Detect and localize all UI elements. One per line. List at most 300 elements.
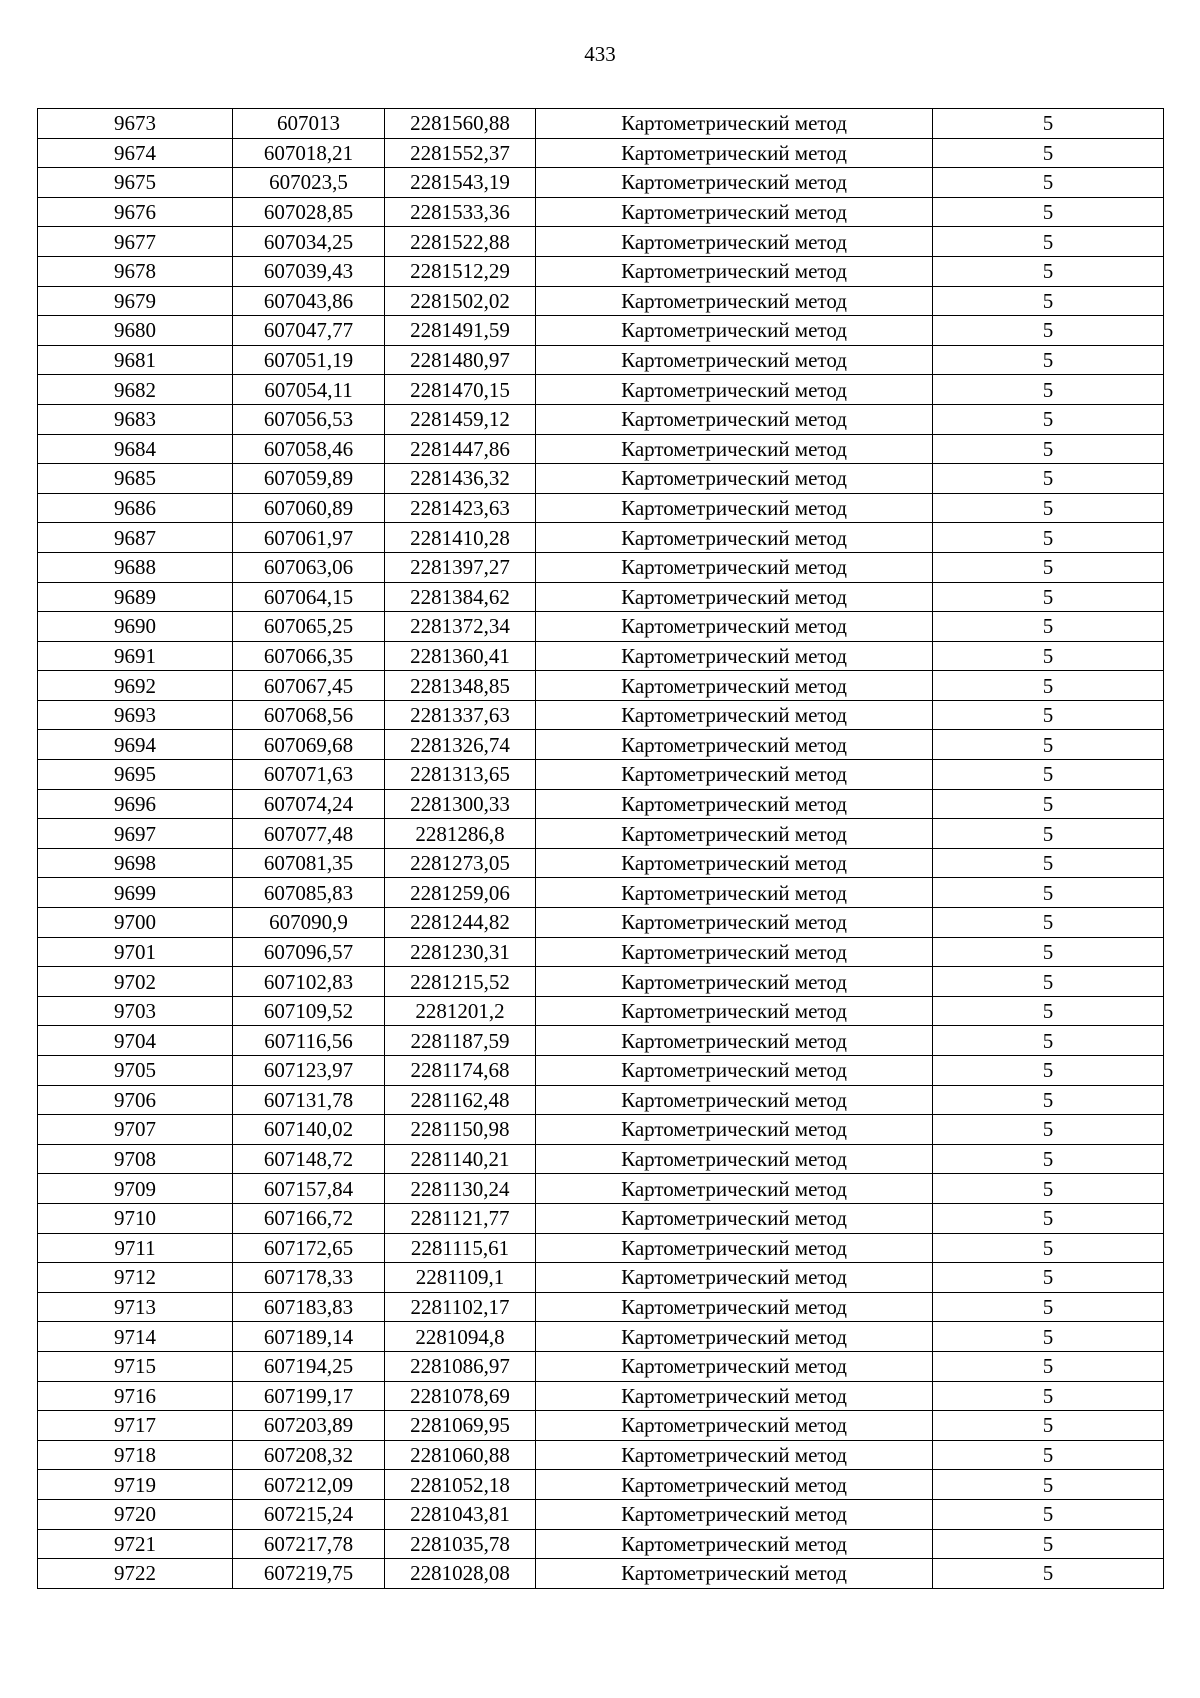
table-row <box>38 1559 1164 1589</box>
x-coordinate-cell: 607203,89 <box>233 1411 385 1441</box>
page-number: 433 <box>584 42 616 66</box>
y-coordinate-cell: 2281522,88 <box>385 227 536 257</box>
point-number-cell: 9722 <box>38 1559 233 1589</box>
accuracy-cell: 5 <box>933 671 1164 701</box>
point-number-cell: 9707 <box>38 1115 233 1145</box>
table-row <box>38 523 1164 553</box>
method-cell: Картометрический метод <box>536 345 933 375</box>
point-number-cell: 9697 <box>38 819 233 849</box>
method-cell: Картометрический метод <box>536 1559 933 1589</box>
y-coordinate-cell: 2281086,97 <box>385 1351 536 1381</box>
method-cell: Картометрический метод <box>536 1263 933 1293</box>
point-number-cell: 9703 <box>38 996 233 1026</box>
y-coordinate-cell: 2281060,88 <box>385 1440 536 1470</box>
method-cell: Картометрический метод <box>536 1056 933 1086</box>
x-coordinate-cell: 607051,19 <box>233 345 385 375</box>
table-row <box>38 848 1164 878</box>
x-coordinate-cell: 607217,78 <box>233 1529 385 1559</box>
x-coordinate-cell: 607060,89 <box>233 493 385 523</box>
x-coordinate-cell: 607034,25 <box>233 227 385 257</box>
accuracy-cell: 5 <box>933 109 1164 139</box>
table-row <box>38 641 1164 671</box>
y-coordinate-cell: 2281533,36 <box>385 197 536 227</box>
y-coordinate-cell: 2281140,21 <box>385 1144 536 1174</box>
y-coordinate-cell: 2281069,95 <box>385 1411 536 1441</box>
method-cell: Картометрический метод <box>536 1499 933 1529</box>
point-number-cell: 9698 <box>38 848 233 878</box>
method-cell: Картометрический метод <box>536 168 933 198</box>
x-coordinate-cell: 607081,35 <box>233 848 385 878</box>
accuracy-cell: 5 <box>933 1529 1164 1559</box>
method-cell: Картометрический метод <box>536 612 933 642</box>
table-row <box>38 967 1164 997</box>
method-cell: Картометрический метод <box>536 730 933 760</box>
method-cell: Картометрический метод <box>536 967 933 997</box>
method-cell: Картометрический метод <box>536 760 933 790</box>
accuracy-cell: 5 <box>933 1351 1164 1381</box>
y-coordinate-cell: 2281035,78 <box>385 1529 536 1559</box>
accuracy-cell: 5 <box>933 227 1164 257</box>
y-coordinate-cell: 2281502,02 <box>385 286 536 316</box>
method-cell: Картометрический метод <box>536 523 933 553</box>
table-row <box>38 464 1164 494</box>
x-coordinate-cell: 607063,06 <box>233 552 385 582</box>
table-row <box>38 404 1164 434</box>
y-coordinate-cell: 2281286,8 <box>385 819 536 849</box>
table-row <box>38 1144 1164 1174</box>
y-coordinate-cell: 2281259,06 <box>385 878 536 908</box>
accuracy-cell: 5 <box>933 552 1164 582</box>
method-cell: Картометрический метод <box>536 1470 933 1500</box>
accuracy-cell: 5 <box>933 819 1164 849</box>
table-row <box>38 1056 1164 1086</box>
point-number-cell: 9706 <box>38 1085 233 1115</box>
accuracy-cell: 5 <box>933 582 1164 612</box>
point-number-cell: 9676 <box>38 197 233 227</box>
method-cell: Картометрический метод <box>536 700 933 730</box>
table-row <box>38 878 1164 908</box>
x-coordinate-cell: 607085,83 <box>233 878 385 908</box>
accuracy-cell: 5 <box>933 1440 1164 1470</box>
table-row <box>38 1203 1164 1233</box>
method-cell: Картометрический метод <box>536 434 933 464</box>
table-row <box>38 700 1164 730</box>
y-coordinate-cell: 2281459,12 <box>385 404 536 434</box>
y-coordinate-cell: 2281300,33 <box>385 789 536 819</box>
accuracy-cell: 5 <box>933 760 1164 790</box>
method-cell: Картометрический метод <box>536 316 933 346</box>
x-coordinate-cell: 607067,45 <box>233 671 385 701</box>
table-row <box>38 671 1164 701</box>
table-row <box>38 1085 1164 1115</box>
method-cell: Картометрический метод <box>536 1115 933 1145</box>
point-number-cell: 9712 <box>38 1263 233 1293</box>
method-cell: Картометрический метод <box>536 1411 933 1441</box>
point-number-cell: 9691 <box>38 641 233 671</box>
table-row <box>38 197 1164 227</box>
accuracy-cell: 5 <box>933 1381 1164 1411</box>
method-cell: Картометрический метод <box>536 109 933 139</box>
accuracy-cell: 5 <box>933 967 1164 997</box>
x-coordinate-cell: 607061,97 <box>233 523 385 553</box>
method-cell: Картометрический метод <box>536 1233 933 1263</box>
y-coordinate-cell: 2281397,27 <box>385 552 536 582</box>
accuracy-cell: 5 <box>933 612 1164 642</box>
point-number-cell: 9687 <box>38 523 233 553</box>
y-coordinate-cell: 2281560,88 <box>385 109 536 139</box>
x-coordinate-cell: 607140,02 <box>233 1115 385 1145</box>
point-number-cell: 9704 <box>38 1026 233 1056</box>
x-coordinate-cell: 607023,5 <box>233 168 385 198</box>
accuracy-cell: 5 <box>933 700 1164 730</box>
y-coordinate-cell: 2281410,28 <box>385 523 536 553</box>
method-cell: Картометрический метод <box>536 138 933 168</box>
x-coordinate-cell: 607148,72 <box>233 1144 385 1174</box>
table-row <box>38 1529 1164 1559</box>
point-number-cell: 9680 <box>38 316 233 346</box>
method-cell: Картометрический метод <box>536 996 933 1026</box>
method-cell: Картометрический метод <box>536 1144 933 1174</box>
point-number-cell: 9721 <box>38 1529 233 1559</box>
point-number-cell: 9715 <box>38 1351 233 1381</box>
y-coordinate-cell: 2281102,17 <box>385 1292 536 1322</box>
point-number-cell: 9694 <box>38 730 233 760</box>
point-number-cell: 9690 <box>38 612 233 642</box>
x-coordinate-cell: 607194,25 <box>233 1351 385 1381</box>
method-cell: Картометрический метод <box>536 582 933 612</box>
method-cell: Картометрический метод <box>536 1085 933 1115</box>
accuracy-cell: 5 <box>933 1499 1164 1529</box>
table-row <box>38 1440 1164 1470</box>
accuracy-cell: 5 <box>933 493 1164 523</box>
x-coordinate-cell: 607013 <box>233 109 385 139</box>
accuracy-cell: 5 <box>933 316 1164 346</box>
point-number-cell: 9717 <box>38 1411 233 1441</box>
y-coordinate-cell: 2281043,81 <box>385 1499 536 1529</box>
method-cell: Картометрический метод <box>536 552 933 582</box>
accuracy-cell: 5 <box>933 1174 1164 1204</box>
x-coordinate-cell: 607208,32 <box>233 1440 385 1470</box>
point-number-cell: 9673 <box>38 109 233 139</box>
coordinates-table <box>37 108 1164 1589</box>
point-number-cell: 9684 <box>38 434 233 464</box>
y-coordinate-cell: 2281174,68 <box>385 1056 536 1086</box>
method-cell: Картометрический метод <box>536 1440 933 1470</box>
y-coordinate-cell: 2281372,34 <box>385 612 536 642</box>
point-number-cell: 9688 <box>38 552 233 582</box>
y-coordinate-cell: 2281552,37 <box>385 138 536 168</box>
x-coordinate-cell: 607157,84 <box>233 1174 385 1204</box>
y-coordinate-cell: 2281201,2 <box>385 996 536 1026</box>
accuracy-cell: 5 <box>933 464 1164 494</box>
y-coordinate-cell: 2281480,97 <box>385 345 536 375</box>
method-cell: Картометрический метод <box>536 493 933 523</box>
table-row <box>38 1026 1164 1056</box>
accuracy-cell: 5 <box>933 1411 1164 1441</box>
x-coordinate-cell: 607116,56 <box>233 1026 385 1056</box>
method-cell: Картометрический метод <box>536 878 933 908</box>
accuracy-cell: 5 <box>933 730 1164 760</box>
x-coordinate-cell: 607043,86 <box>233 286 385 316</box>
point-number-cell: 9674 <box>38 138 233 168</box>
x-coordinate-cell: 607028,85 <box>233 197 385 227</box>
x-coordinate-cell: 607212,09 <box>233 1470 385 1500</box>
table-row <box>38 730 1164 760</box>
x-coordinate-cell: 607172,65 <box>233 1233 385 1263</box>
y-coordinate-cell: 2281109,1 <box>385 1263 536 1293</box>
x-coordinate-cell: 607123,97 <box>233 1056 385 1086</box>
accuracy-cell: 5 <box>933 1056 1164 1086</box>
y-coordinate-cell: 2281130,24 <box>385 1174 536 1204</box>
method-cell: Картометрический метод <box>536 908 933 938</box>
point-number-cell: 9695 <box>38 760 233 790</box>
accuracy-cell: 5 <box>933 345 1164 375</box>
table-row <box>38 1174 1164 1204</box>
table-row <box>38 612 1164 642</box>
y-coordinate-cell: 2281115,61 <box>385 1233 536 1263</box>
table-row <box>38 582 1164 612</box>
table-row <box>38 227 1164 257</box>
point-number-cell: 9677 <box>38 227 233 257</box>
x-coordinate-cell: 607178,33 <box>233 1263 385 1293</box>
accuracy-cell: 5 <box>933 878 1164 908</box>
x-coordinate-cell: 607074,24 <box>233 789 385 819</box>
table-row <box>38 1470 1164 1500</box>
y-coordinate-cell: 2281215,52 <box>385 967 536 997</box>
table-row <box>38 937 1164 967</box>
y-coordinate-cell: 2281078,69 <box>385 1381 536 1411</box>
y-coordinate-cell: 2281447,86 <box>385 434 536 464</box>
table-row <box>38 1499 1164 1529</box>
point-number-cell: 9699 <box>38 878 233 908</box>
accuracy-cell: 5 <box>933 1144 1164 1174</box>
table-row <box>38 1411 1164 1441</box>
coordinates-table-body <box>38 109 1164 1589</box>
point-number-cell: 9679 <box>38 286 233 316</box>
y-coordinate-cell: 2281337,63 <box>385 700 536 730</box>
point-number-cell: 9689 <box>38 582 233 612</box>
accuracy-cell: 5 <box>933 523 1164 553</box>
x-coordinate-cell: 607047,77 <box>233 316 385 346</box>
accuracy-cell: 5 <box>933 1115 1164 1145</box>
table-row <box>38 1263 1164 1293</box>
point-number-cell: 9692 <box>38 671 233 701</box>
y-coordinate-cell: 2281491,59 <box>385 316 536 346</box>
point-number-cell: 9675 <box>38 168 233 198</box>
point-number-cell: 9713 <box>38 1292 233 1322</box>
point-number-cell: 9718 <box>38 1440 233 1470</box>
point-number-cell: 9696 <box>38 789 233 819</box>
table-row <box>38 256 1164 286</box>
x-coordinate-cell: 607039,43 <box>233 256 385 286</box>
table-row <box>38 345 1164 375</box>
accuracy-cell: 5 <box>933 641 1164 671</box>
method-cell: Картометрический метод <box>536 1292 933 1322</box>
point-number-cell: 9716 <box>38 1381 233 1411</box>
y-coordinate-cell: 2281244,82 <box>385 908 536 938</box>
x-coordinate-cell: 607109,52 <box>233 996 385 1026</box>
method-cell: Картометрический метод <box>536 641 933 671</box>
y-coordinate-cell: 2281470,15 <box>385 375 536 405</box>
table-row <box>38 819 1164 849</box>
accuracy-cell: 5 <box>933 256 1164 286</box>
x-coordinate-cell: 607054,11 <box>233 375 385 405</box>
point-number-cell: 9719 <box>38 1470 233 1500</box>
y-coordinate-cell: 2281360,41 <box>385 641 536 671</box>
point-number-cell: 9701 <box>38 937 233 967</box>
table-row <box>38 908 1164 938</box>
x-coordinate-cell: 607065,25 <box>233 612 385 642</box>
y-coordinate-cell: 2281230,31 <box>385 937 536 967</box>
y-coordinate-cell: 2281121,77 <box>385 1203 536 1233</box>
accuracy-cell: 5 <box>933 1292 1164 1322</box>
y-coordinate-cell: 2281052,18 <box>385 1470 536 1500</box>
accuracy-cell: 5 <box>933 404 1164 434</box>
table-row <box>38 1351 1164 1381</box>
table-row <box>38 168 1164 198</box>
point-number-cell: 9720 <box>38 1499 233 1529</box>
accuracy-cell: 5 <box>933 1026 1164 1056</box>
method-cell: Картометрический метод <box>536 1381 933 1411</box>
table-row <box>38 434 1164 464</box>
method-cell: Картометрический метод <box>536 937 933 967</box>
table-row <box>38 1381 1164 1411</box>
method-cell: Картометрический метод <box>536 1203 933 1233</box>
accuracy-cell: 5 <box>933 1203 1164 1233</box>
x-coordinate-cell: 607064,15 <box>233 582 385 612</box>
accuracy-cell: 5 <box>933 789 1164 819</box>
method-cell: Картометрический метод <box>536 286 933 316</box>
table-row <box>38 493 1164 523</box>
point-number-cell: 9702 <box>38 967 233 997</box>
accuracy-cell: 5 <box>933 138 1164 168</box>
point-number-cell: 9700 <box>38 908 233 938</box>
accuracy-cell: 5 <box>933 1233 1164 1263</box>
table-row <box>38 552 1164 582</box>
table-row <box>38 760 1164 790</box>
method-cell: Картометрический метод <box>536 227 933 257</box>
accuracy-cell: 5 <box>933 197 1164 227</box>
point-number-cell: 9682 <box>38 375 233 405</box>
accuracy-cell: 5 <box>933 1559 1164 1589</box>
x-coordinate-cell: 607199,17 <box>233 1381 385 1411</box>
x-coordinate-cell: 607131,78 <box>233 1085 385 1115</box>
table-row <box>38 789 1164 819</box>
method-cell: Картометрический метод <box>536 1351 933 1381</box>
accuracy-cell: 5 <box>933 996 1164 1026</box>
accuracy-cell: 5 <box>933 937 1164 967</box>
accuracy-cell: 5 <box>933 848 1164 878</box>
method-cell: Картометрический метод <box>536 464 933 494</box>
accuracy-cell: 5 <box>933 286 1164 316</box>
method-cell: Картометрический метод <box>536 375 933 405</box>
point-number-cell: 9710 <box>38 1203 233 1233</box>
accuracy-cell: 5 <box>933 1263 1164 1293</box>
accuracy-cell: 5 <box>933 168 1164 198</box>
point-number-cell: 9693 <box>38 700 233 730</box>
y-coordinate-cell: 2281543,19 <box>385 168 536 198</box>
table-row <box>38 286 1164 316</box>
method-cell: Картометрический метод <box>536 404 933 434</box>
accuracy-cell: 5 <box>933 1085 1164 1115</box>
x-coordinate-cell: 607219,75 <box>233 1559 385 1589</box>
method-cell: Картометрический метод <box>536 197 933 227</box>
y-coordinate-cell: 2281436,32 <box>385 464 536 494</box>
method-cell: Картометрический метод <box>536 789 933 819</box>
accuracy-cell: 5 <box>933 1470 1164 1500</box>
table-row <box>38 1233 1164 1263</box>
x-coordinate-cell: 607058,46 <box>233 434 385 464</box>
x-coordinate-cell: 607215,24 <box>233 1499 385 1529</box>
point-number-cell: 9711 <box>38 1233 233 1263</box>
method-cell: Картометрический метод <box>536 848 933 878</box>
y-coordinate-cell: 2281326,74 <box>385 730 536 760</box>
y-coordinate-cell: 2281313,65 <box>385 760 536 790</box>
y-coordinate-cell: 2281423,63 <box>385 493 536 523</box>
table-row <box>38 996 1164 1026</box>
y-coordinate-cell: 2281094,8 <box>385 1322 536 1352</box>
x-coordinate-cell: 607018,21 <box>233 138 385 168</box>
point-number-cell: 9709 <box>38 1174 233 1204</box>
point-number-cell: 9678 <box>38 256 233 286</box>
table-row <box>38 1115 1164 1145</box>
table-row <box>38 1322 1164 1352</box>
accuracy-cell: 5 <box>933 1322 1164 1352</box>
point-number-cell: 9685 <box>38 464 233 494</box>
x-coordinate-cell: 607068,56 <box>233 700 385 730</box>
table-row <box>38 316 1164 346</box>
accuracy-cell: 5 <box>933 375 1164 405</box>
table-row <box>38 1292 1164 1322</box>
y-coordinate-cell: 2281150,98 <box>385 1115 536 1145</box>
x-coordinate-cell: 607166,72 <box>233 1203 385 1233</box>
x-coordinate-cell: 607077,48 <box>233 819 385 849</box>
x-coordinate-cell: 607066,35 <box>233 641 385 671</box>
point-number-cell: 9681 <box>38 345 233 375</box>
y-coordinate-cell: 2281384,62 <box>385 582 536 612</box>
y-coordinate-cell: 2281273,05 <box>385 848 536 878</box>
point-number-cell: 9714 <box>38 1322 233 1352</box>
x-coordinate-cell: 607189,14 <box>233 1322 385 1352</box>
method-cell: Картометрический метод <box>536 819 933 849</box>
x-coordinate-cell: 607183,83 <box>233 1292 385 1322</box>
method-cell: Картометрический метод <box>536 1322 933 1352</box>
x-coordinate-cell: 607056,53 <box>233 404 385 434</box>
x-coordinate-cell: 607096,57 <box>233 937 385 967</box>
x-coordinate-cell: 607071,63 <box>233 760 385 790</box>
y-coordinate-cell: 2281162,48 <box>385 1085 536 1115</box>
accuracy-cell: 5 <box>933 434 1164 464</box>
method-cell: Картометрический метод <box>536 671 933 701</box>
table-row <box>38 109 1164 139</box>
x-coordinate-cell: 607090,9 <box>233 908 385 938</box>
table-row <box>38 138 1164 168</box>
method-cell: Картометрический метод <box>536 1174 933 1204</box>
point-number-cell: 9705 <box>38 1056 233 1086</box>
method-cell: Картометрический метод <box>536 1529 933 1559</box>
method-cell: Картометрический метод <box>536 256 933 286</box>
point-number-cell: 9683 <box>38 404 233 434</box>
x-coordinate-cell: 607102,83 <box>233 967 385 997</box>
y-coordinate-cell: 2281187,59 <box>385 1026 536 1056</box>
y-coordinate-cell: 2281348,85 <box>385 671 536 701</box>
method-cell: Картометрический метод <box>536 1026 933 1056</box>
x-coordinate-cell: 607059,89 <box>233 464 385 494</box>
accuracy-cell: 5 <box>933 908 1164 938</box>
point-number-cell: 9686 <box>38 493 233 523</box>
y-coordinate-cell: 2281512,29 <box>385 256 536 286</box>
y-coordinate-cell: 2281028,08 <box>385 1559 536 1589</box>
